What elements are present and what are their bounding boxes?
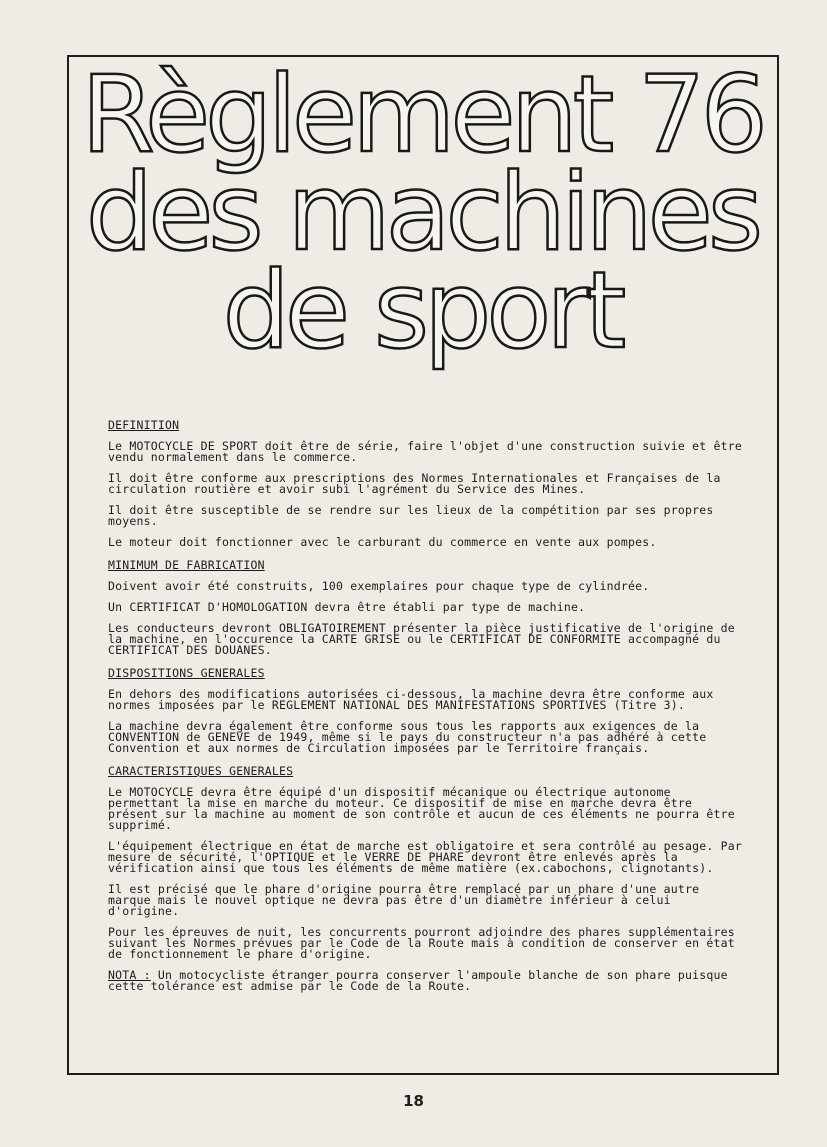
nota-text: Un motocycliste étranger pourra conserver l'ampoule blanche de son phare puisque cette tolérance est admise par le Code de la Route. (108, 968, 728, 993)
paragraph: Le MOTOCYCLE DE SPORT doit être de série, faire l'objet d'une construction suivie et être vendu normalement dans le commerce. (108, 439, 742, 464)
paragraph: Il doit être susceptible de se rendre sur les lieux de la compétition par ses propres moyens. (108, 503, 714, 528)
paragraph: Pour les épreuves de nuit, les concurrents pourront adjoindre des phares supplémentaires suivant les Normes prévues par le Code de la Route mais à condition de conserver en état de fonctionnement le phare d'origine. (108, 925, 735, 961)
title-line-3: de sport (222, 249, 622, 372)
title-line-1: Règlement 76 (81, 53, 763, 176)
title-line-2: des machines (85, 151, 759, 274)
paragraph: En dehors des modifications autorisées ci-dessous, la machine devra être conforme aux normes imposées par le REGLEMENT NATIONAL DES MANIFESTATIONS SPORTIVES (Titre 3). (108, 687, 714, 712)
paragraph: Le moteur doit fonctionner avec le carburant du commerce en vente aux pompes. (108, 535, 657, 549)
paragraph: Il doit être conforme aux prescriptions des Normes Internationales et Françaises de la circulation routière et avoir subi l'agrément du Service des Mines. (108, 471, 721, 496)
section-heading-minimum: MINIMUM DE FABRICATION (108, 558, 265, 572)
nota-label: NOTA : (108, 968, 151, 982)
paragraph: Un CERTIFICAT D'HOMOLOGATION devra être établi par type de machine. (108, 600, 586, 614)
section-heading-caracteristiques: CARACTERISTIQUES GENERALES (108, 764, 294, 778)
page-number: 18 (403, 1092, 424, 1110)
paragraph: Les conducteurs devront OBLIGATOIREMENT présenter la pièce justificative de l'origine de la machine, en l'occurence la CARTE GRISE ou le CERTIFICAT DE CONFORMITE accompagné du CERTIFICAT DES DOUANES. (108, 621, 735, 657)
regulation-body (108, 418, 744, 1002)
section-heading-definition: DEFINITION (108, 418, 180, 432)
paragraph: Il est précisé que le phare d'origine pourra être remplacé par un phare d'une autre marque mais le nouvel optique ne devra pas être d'un diamètre inférieur à celui d'origine. (108, 882, 700, 918)
page-title (57, 53, 787, 372)
paragraph: Doivent avoir été construits, 100 exemplaires pour chaque type de cylindrée. (108, 579, 650, 593)
paragraph: La machine devra également être conforme sous tous les rapports aux exigences de la CONVENTION de GENEVE de 1949, même si le pays du constructeur n'a pas adhéré à cette Convention et aux normes de Circulation imposées par le Territoire français. (108, 719, 707, 755)
paragraph: L'équipement électrique en état de marche est obligatoire et sera contrôlé au pesage. Par mesure de sécurité, l'OPTIQUE et le VERRE DE PHARE devront être enlevés après la vérification ainsi que tous les éléments de même matière (ex.cabochons, clignotants). (108, 839, 742, 875)
paragraph: Le MOTOCYCLE devra être équipé d'un dispositif mécanique ou électrique autonome permettant la mise en marche du moteur. Ce dispositif de mise en marche devra être présent sur la machine au moment de son contrôle et aucun de ces éléments ne pourra être supprimé. (108, 785, 735, 832)
nota-paragraph (108, 970, 744, 992)
section-heading-dispositions: DISPOSITIONS GENERALES (108, 666, 265, 680)
